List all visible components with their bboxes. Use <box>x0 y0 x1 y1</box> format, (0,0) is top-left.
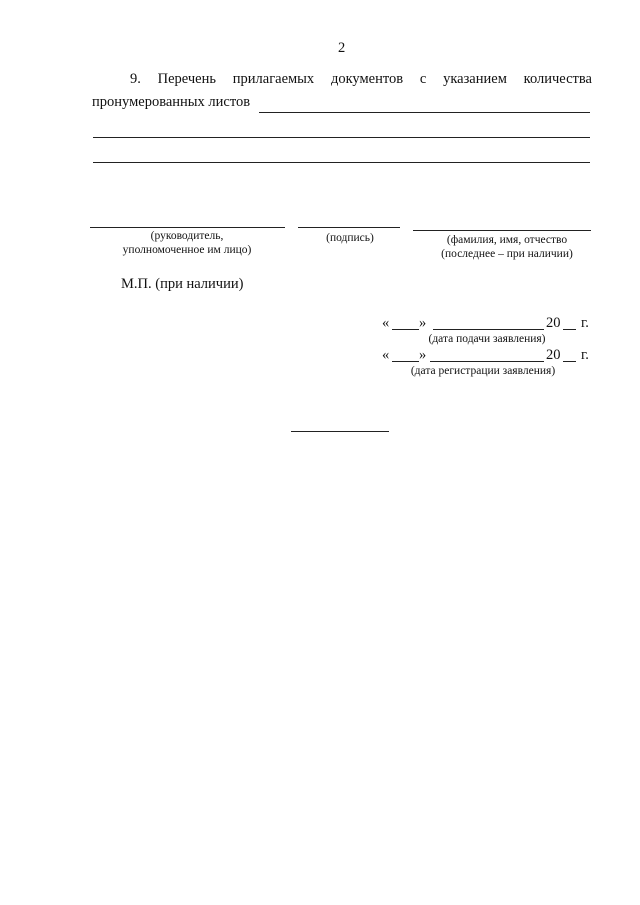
day-close-quote: » <box>419 315 427 331</box>
fullname-caption-line2: (последнее – при наличии) <box>441 248 573 260</box>
head-caption-line1: (руководитель, <box>150 230 224 242</box>
item9-word: указанием <box>443 71 507 87</box>
year-suffix: г. <box>581 315 589 331</box>
head-caption <box>82 229 292 257</box>
signature-line <box>298 227 400 228</box>
year-prefix: 20 <box>546 315 561 331</box>
item9-line2-text: пронумерованных листов <box>92 94 251 110</box>
submission-date-row <box>382 315 594 333</box>
day-line <box>392 361 419 362</box>
item9-word: с <box>419 71 427 87</box>
signature-caption: (подпись) <box>326 232 374 244</box>
page-number: 2 <box>338 40 346 56</box>
fullname-line <box>413 230 591 231</box>
item9-word: количества <box>523 71 592 87</box>
item9-line1 <box>130 71 592 88</box>
day-open-quote: « <box>382 315 390 331</box>
submission-date-caption: (дата подачи заявления) <box>428 333 546 345</box>
day-line <box>392 329 419 330</box>
item9-word: документов <box>330 71 404 87</box>
documents-list-line-3 <box>93 162 590 163</box>
day-open-quote: « <box>382 347 390 363</box>
registration-date-caption: (дата регистрации заявления) <box>410 365 556 377</box>
month-line <box>430 361 544 362</box>
documents-list-line-1 <box>259 112 590 113</box>
year-line <box>563 361 576 362</box>
stamp-text: М.П. (при наличии) <box>121 276 244 292</box>
head-caption-line2: уполномоченное им лицо) <box>122 244 252 256</box>
documents-list-line-2 <box>93 137 590 138</box>
fullname-caption <box>412 233 602 261</box>
year-suffix: г. <box>581 347 589 363</box>
year-line <box>563 329 576 330</box>
head-signature-line <box>90 227 285 228</box>
item9-number: 9. <box>130 71 141 87</box>
year-prefix: 20 <box>546 347 561 363</box>
fullname-caption-line1: (фамилия, имя, отчество <box>446 234 568 246</box>
item9-word: прилагаемых <box>232 71 315 87</box>
item9-word: Перечень <box>157 71 216 87</box>
month-line <box>433 329 544 330</box>
end-separator <box>291 431 389 432</box>
registration-date-row <box>382 347 594 365</box>
day-close-quote: » <box>419 347 427 363</box>
